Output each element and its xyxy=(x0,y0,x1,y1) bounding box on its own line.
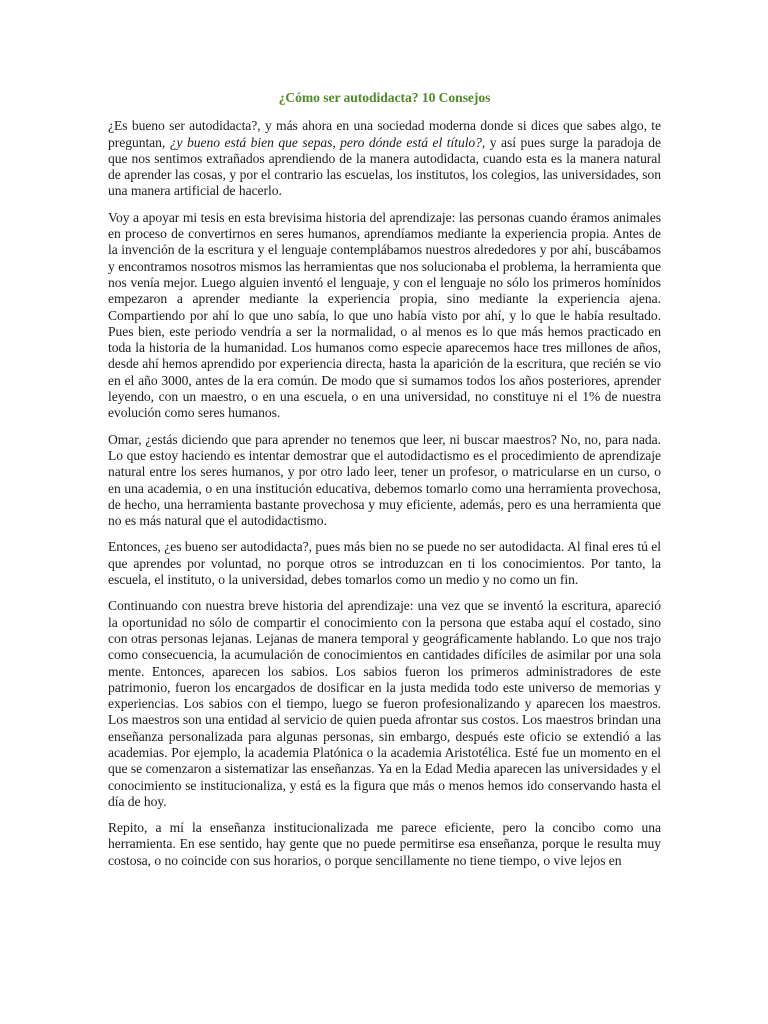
paragraph-intro xyxy=(108,118,661,199)
document-body xyxy=(108,90,661,879)
paragraph-repito: Repito, a mí la enseñanza institucionalizada me parece eficiente, pero la concibo como una herramienta. En ese sentido, hay gente que no puede permitirse esa enseñanza, porque le resulta muy costosa, o no coincide con sus horarios, o porque sencillamente no tiene tiempo, o vive lejos en xyxy=(108,820,661,868)
paragraph-entonces: Entonces, ¿es bueno ser autodidacta?, pues más bien no se puede no ser autodidacta. Al final eres tú el que aprendes por voluntad, no porque otros se introduzcan en ti los conocimientos. Por tanto, la escuela, el instituto, o la universidad, debes tomarlos como un medio y no como un fin. xyxy=(108,539,661,588)
paragraph-omar: Omar, ¿estás diciendo que para aprender no tenemos que leer, ni buscar maestros? No, no, para nada. Lo que estoy haciendo es intentar demostrar que el autodidactismo es el procedimiento de aprendizaje natural entre los seres humanos, y por otro lado leer, tener un profesor, o matricularse en un curso, o en una academia, o en una institución educativa, debemos tomarlo como una herramienta provechosa, de hecho, una herramienta bastante provechosa y muy eficiente, además, pero es una herramienta que no es más natural que el autodidactismo. xyxy=(108,431,661,529)
paragraph-continuando: Continuando con nuestra breve historia del aprendizaje: una vez que se inventó la escritura, apareció la oportunidad no sólo de compartir el conocimiento con la persona que estaba aquí el costado, sino con otras personas lejanas. Lejanas de manera temporal y geográficamente hablando. Lo que nos trajo como consecuencia, la acumulación de conocimientos en cantidades difíciles de asimilar por una sola mente. Entonces, aparecen los sabios. Los sabios fueron los primeros administradores de este patrimonio, fueron los encargados de dosificar en la justa medida todo este universo de memorias y experiencias. Los sabios con el tiempo, luego se fueron profesionalizando y aparecen los maestros. Los maestros son una entidad al servicio de quien pueda afrontar sus costos. Los maestros brindan una enseñanza personalizada para algunas personas, sin embargo, después este oficio se extendió a las academias. Por ejemplo, la academia Platónica o la academia Aristotélica. Esté fue un momento en el que se comenzaron a sistematizar las enseñanzas. Ya en la Edad Media aparecen las universidades y el conocimiento se institucionaliza, y está es la figura que más o menos hemos ido conservando hasta el día de hoy. xyxy=(108,598,661,809)
paragraph-intro-quote: ¿y bueno está bien que sepas, pero dónde está el título? xyxy=(169,134,482,150)
paragraph-intro-text-b: , y así pues surge la paradoja de que nos sentimos extrañados aprendiendo de la manera autodidacta, cuando esta es la manera natural de aprender las cosas, y por el contrario las escuelas, los institutos, los colegios, las universidades, son una manera artificial de hacerlo. xyxy=(108,134,661,199)
paragraph-history: Voy a apoyar mi tesis en esta brevisima historia del aprendizaje: las personas cuando éramos animales en proceso de convertirnos en seres humanos, aprendíamos mediante la experiencia propia. Antes de la invención de la escritura y el lenguaje contemplábamos nuestros alrededores y por ahí, buscábamos y encontramos nosotros mismos las herramientas que nos solucionaba el problema, la herramienta que nos venía mejor. Luego alguien inventó el lenguaje, y con el lenguaje no sólo los primeros homínidos empezaron a aprender mediante la experiencia propia, sino mediante la experiencia ajena. Compartiendo por ahí lo que uno sabía, lo que uno había visto por ahí, y lo que le había resultado. Pues bien, este periodo vendría a ser la normalidad, o al menos es lo que más hemos practicado en toda la historia de la humanidad. Los humanos como especie aparecemos hace tres millones de años, desde ahí hemos aprendido por experiencia directa, hasta la aparición de la escritura, que recién se vio en el año 3000, antes de la era común. De modo que si sumamos todos los años posteriores, aprender leyendo, con un maestro, o en una escuela, o en una universidad, no constituye ni el 1% de nuestra evolución como seres humanos. xyxy=(108,209,661,421)
document-title: ¿Cómo ser autodidacta? 10 Consejos xyxy=(278,90,491,105)
paragraph-intro-text-a: ¿Es bueno ser autodidacta?, y más ahora en una sociedad moderna donde si dices que sabes algo, te preguntan, xyxy=(108,118,661,150)
